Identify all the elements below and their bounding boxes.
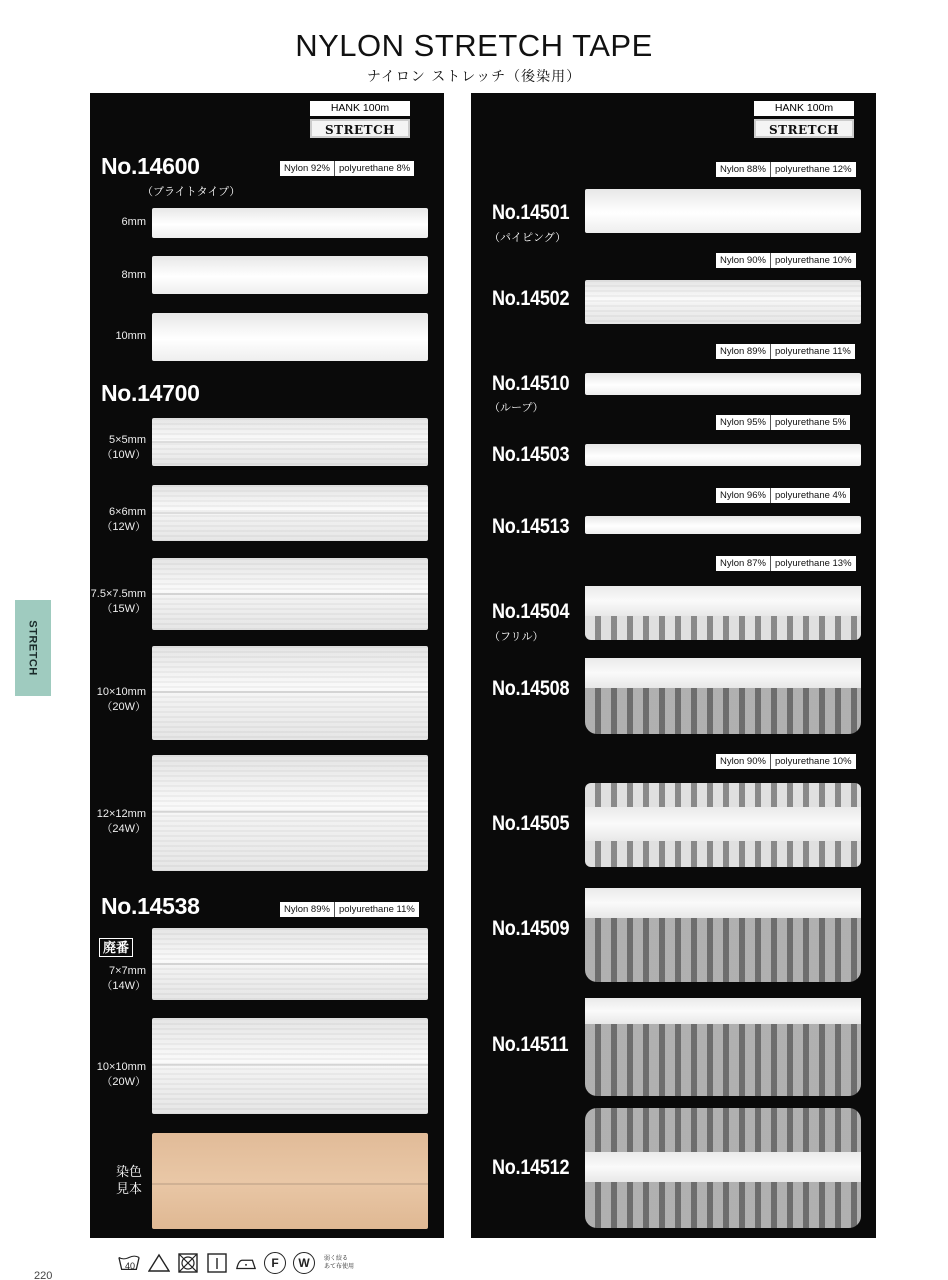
size-width: （10W） xyxy=(101,449,146,461)
product-subtitle: （ブライトタイプ） xyxy=(142,185,241,198)
frill-tape-swatch xyxy=(585,998,861,1098)
dyed-tape-swatch xyxy=(152,1133,428,1229)
frill-tape-swatch xyxy=(585,1108,861,1230)
tape-swatch xyxy=(152,755,428,871)
size-label: 10×10mm xyxy=(96,1061,146,1073)
stretch-logo: STRETCH xyxy=(754,119,854,138)
tape-swatch xyxy=(585,189,861,233)
hank-label: HANK 100m xyxy=(310,101,410,116)
composition-label xyxy=(280,902,419,917)
product-number: No.14510 xyxy=(492,372,570,395)
page-number: 220 xyxy=(34,1270,53,1280)
size-label: 7.5×7.5mm xyxy=(90,588,146,600)
care-symbols xyxy=(118,1250,354,1276)
size-label: 10×10mm xyxy=(96,686,146,698)
product-subtitle: （フリル） xyxy=(489,630,544,643)
line-dry-icon xyxy=(206,1253,228,1273)
hank-label: HANK 100m xyxy=(754,101,854,116)
product-number: No.14505 xyxy=(492,812,570,835)
polyurethane-percent: polyurethane 13% xyxy=(770,556,856,571)
polyurethane-percent: polyurethane 11% xyxy=(334,902,419,917)
polyurethane-percent: polyurethane 10% xyxy=(770,253,856,268)
size-label: 7×7mm xyxy=(109,965,146,977)
tape-swatch xyxy=(152,928,428,1000)
product-number: No.14700 xyxy=(101,380,200,406)
frill-tape-swatch xyxy=(585,586,861,644)
discontinued-badge: 廃番 xyxy=(99,938,133,957)
care-note: 弱く絞る あて布使用 xyxy=(324,1256,355,1270)
nylon-percent: Nylon 90% xyxy=(720,756,766,767)
frill-tape-swatch xyxy=(585,783,861,869)
size-label: 10mm xyxy=(115,330,146,342)
polyurethane-percent: polyurethane 11% xyxy=(770,344,855,359)
nylon-percent: Nylon 87% xyxy=(720,558,766,569)
tape-swatch xyxy=(152,256,428,294)
composition-label xyxy=(716,754,856,769)
dye-sample-label: 染色見本 xyxy=(116,1164,143,1196)
dryclean-f-icon: F xyxy=(264,1252,286,1274)
product-number: No.14508 xyxy=(492,677,570,700)
product-number: No.14501 xyxy=(492,201,570,224)
product-subtitle: （ループ） xyxy=(489,401,544,414)
nylon-percent: Nylon 88% xyxy=(720,164,766,175)
composition-label xyxy=(716,344,855,359)
size-label: 6×6mm xyxy=(109,506,146,518)
size-label: 6mm xyxy=(121,216,146,228)
side-tab-label: STRETCH xyxy=(27,620,40,676)
composition-label xyxy=(280,161,414,176)
left-catalog-panel xyxy=(90,93,444,1238)
product-number: No.14504 xyxy=(492,600,570,623)
tape-swatch xyxy=(152,1018,428,1114)
page-title: NYLON STRETCH TAPE xyxy=(295,28,653,63)
tape-swatch xyxy=(585,444,861,466)
hank-badge xyxy=(310,101,410,138)
side-index-tab[interactable] xyxy=(15,600,51,696)
polyurethane-percent: polyurethane 5% xyxy=(770,415,850,430)
no-tumble-dry-icon xyxy=(177,1253,199,1273)
nylon-percent: Nylon 89% xyxy=(284,904,330,915)
nylon-percent: Nylon 90% xyxy=(720,255,766,266)
tape-swatch xyxy=(152,558,428,630)
polyurethane-percent: polyurethane 8% xyxy=(334,161,414,176)
product-number: No.14513 xyxy=(492,515,570,538)
composition-label xyxy=(716,488,850,503)
tape-swatch xyxy=(152,485,428,541)
product-subtitle: （パイピング） xyxy=(489,231,567,244)
nylon-percent: Nylon 92% xyxy=(284,163,330,174)
stretch-logo: STRETCH xyxy=(310,119,410,138)
tape-swatch xyxy=(585,280,861,324)
tape-swatch xyxy=(585,516,861,534)
tape-swatch xyxy=(152,313,428,361)
size-width: （14W） xyxy=(101,980,146,992)
product-number: No.14600 xyxy=(101,153,200,179)
page-subtitle: ナイロン ストレッチ（後染用） xyxy=(366,69,582,85)
product-number: No.14511 xyxy=(492,1033,569,1056)
size-label: 5×5mm xyxy=(109,434,146,446)
size-width: （12W） xyxy=(101,521,146,533)
product-number: No.14509 xyxy=(492,917,570,940)
nylon-percent: Nylon 96% xyxy=(720,490,766,501)
right-catalog-panel xyxy=(471,93,876,1238)
nylon-percent: Nylon 89% xyxy=(720,346,766,357)
size-width: （20W） xyxy=(101,701,146,713)
size-width: （24W） xyxy=(101,823,146,835)
frill-tape-swatch xyxy=(585,658,861,736)
tape-swatch xyxy=(585,373,861,395)
tape-swatch xyxy=(152,418,428,466)
size-width: （15W） xyxy=(101,603,146,615)
polyurethane-percent: polyurethane 4% xyxy=(770,488,850,503)
size-width: （20W） xyxy=(101,1076,146,1088)
bleach-triangle-icon xyxy=(148,1253,170,1273)
polyurethane-percent: polyurethane 12% xyxy=(770,162,856,177)
hank-badge xyxy=(754,101,854,138)
tape-swatch xyxy=(152,208,428,238)
composition-label xyxy=(716,415,850,430)
product-number: No.14512 xyxy=(492,1156,570,1179)
product-number: No.14503 xyxy=(492,443,570,466)
nylon-percent: Nylon 95% xyxy=(720,417,766,428)
frill-tape-swatch xyxy=(585,888,861,984)
composition-label xyxy=(716,556,856,571)
polyurethane-percent: polyurethane 10% xyxy=(770,754,856,769)
composition-label xyxy=(716,253,856,268)
size-label: 12×12mm xyxy=(96,808,146,820)
product-number: No.14538 xyxy=(101,893,200,919)
iron-icon xyxy=(235,1253,257,1273)
wash-temperature-label: 40 xyxy=(124,1261,135,1271)
wetclean-w-icon: W xyxy=(293,1252,315,1274)
product-number: No.14502 xyxy=(492,287,570,310)
tape-swatch xyxy=(152,646,428,740)
composition-label xyxy=(716,162,856,177)
size-label: 8mm xyxy=(121,269,146,281)
